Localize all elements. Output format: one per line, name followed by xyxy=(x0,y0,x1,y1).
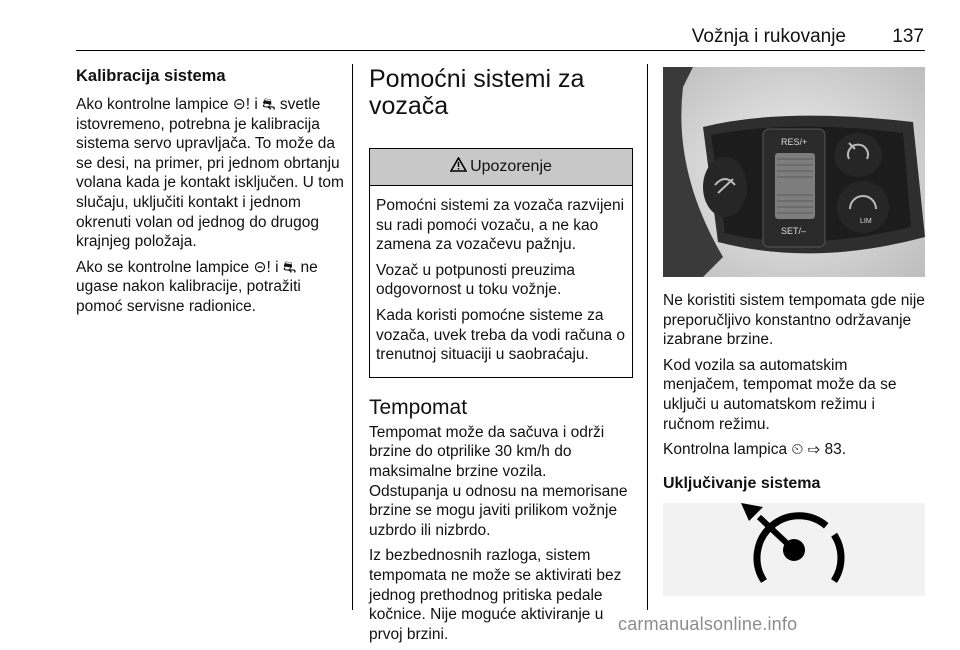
warning-header xyxy=(370,149,632,186)
warning-box xyxy=(369,148,633,378)
warning-paragraph-2: Vozač u potpunosti preuzima odgovornost u toku vožnje. xyxy=(376,261,576,299)
warning-title: Upozorenje xyxy=(470,158,552,176)
right-paragraph-2: Kod vozila sa automatskim menjačem, tempomat može da se uključi u automatskom režimu i ručnom režimu. xyxy=(663,356,897,433)
warning-paragraph-1: Pomoćni sistemi za vozača razvijeni su radi pomoći vozaču, a ne kao zamena za vozačevu pažnju. xyxy=(376,197,625,254)
page-header-title: Vožnja i rukovanje xyxy=(691,26,846,47)
right-column xyxy=(663,291,925,502)
warning-triangle-icon xyxy=(450,157,467,177)
calibration-heading: Kalibracija sistema xyxy=(76,67,226,85)
watermark: carmanualsonline.info xyxy=(618,614,798,634)
tempomat-paragraph-1: Tempomat može da sačuva i održi brzine do otprilike 30 km/h do maksimalne brzine vozila. xyxy=(369,423,605,480)
column-divider-left xyxy=(352,64,353,610)
tempomat-paragraph-2: Iz bezbednosnih razloga, sistem tempomata ne može se aktivirati bez jednog prethodnog pritiska pedale kočnice. Nije moguće aktiviranje u prvoj brzini. xyxy=(369,547,622,643)
cruise-control-speedometer-icon xyxy=(663,503,925,596)
calibration-paragraph-2: Ako se kontrolne lampice ⊝! i ⛐ ne ugase nakon kalibracije, potražiti pomoć servisne radionice. xyxy=(76,258,318,315)
column-divider-right xyxy=(647,64,648,610)
calibration-paragraph-1: Ako kontrolne lampice ⊝! i ⛐ svetle istovremeno, potrebna je kalibracija sistema servo upravljača. To može da se desi, na primer, pri jednom obrtanju volana kada je kontakt isključen. U tom slučaju, uključiti kontakt i jednom okrenuti volan od jednog do drugog krajnjeg položaja. xyxy=(76,96,344,251)
warning-body xyxy=(370,186,632,377)
page-number: 137 xyxy=(892,26,924,47)
page-header xyxy=(76,22,924,52)
steering-wheel-controls-photo xyxy=(663,67,925,277)
right-paragraph-1: Ne koristiti sistem tempomata gde nije preporučljivo konstantno održavanje izabrane brzine. xyxy=(663,292,925,349)
right-paragraph-3: Kontrolna lampica ⏲ ⇨ 83. xyxy=(663,441,847,459)
left-column xyxy=(76,66,344,323)
activation-subheading: Uključivanje sistema xyxy=(663,474,821,492)
section-title: Pomoćni sistemi za vozača xyxy=(369,65,585,120)
middle-column xyxy=(369,66,633,650)
lim-label: LIM xyxy=(860,218,872,225)
warning-paragraph-3: Kada koristi pomoćne sisteme za vozača, uvek treba da vodi računa o trenutnoj situaciji u saobraćaju. xyxy=(376,306,626,364)
tempomat-paragraph-1b: Odstupanja u odnosu na memorisane brzine se mogu javiti prilikom vožnje uzbrdo ili nizbrdo. xyxy=(369,482,628,539)
header-rule xyxy=(76,50,925,51)
tempomat-heading: Tempomat xyxy=(369,395,468,419)
set-label: SET/– xyxy=(781,226,807,236)
res-label: RES/+ xyxy=(781,137,808,147)
